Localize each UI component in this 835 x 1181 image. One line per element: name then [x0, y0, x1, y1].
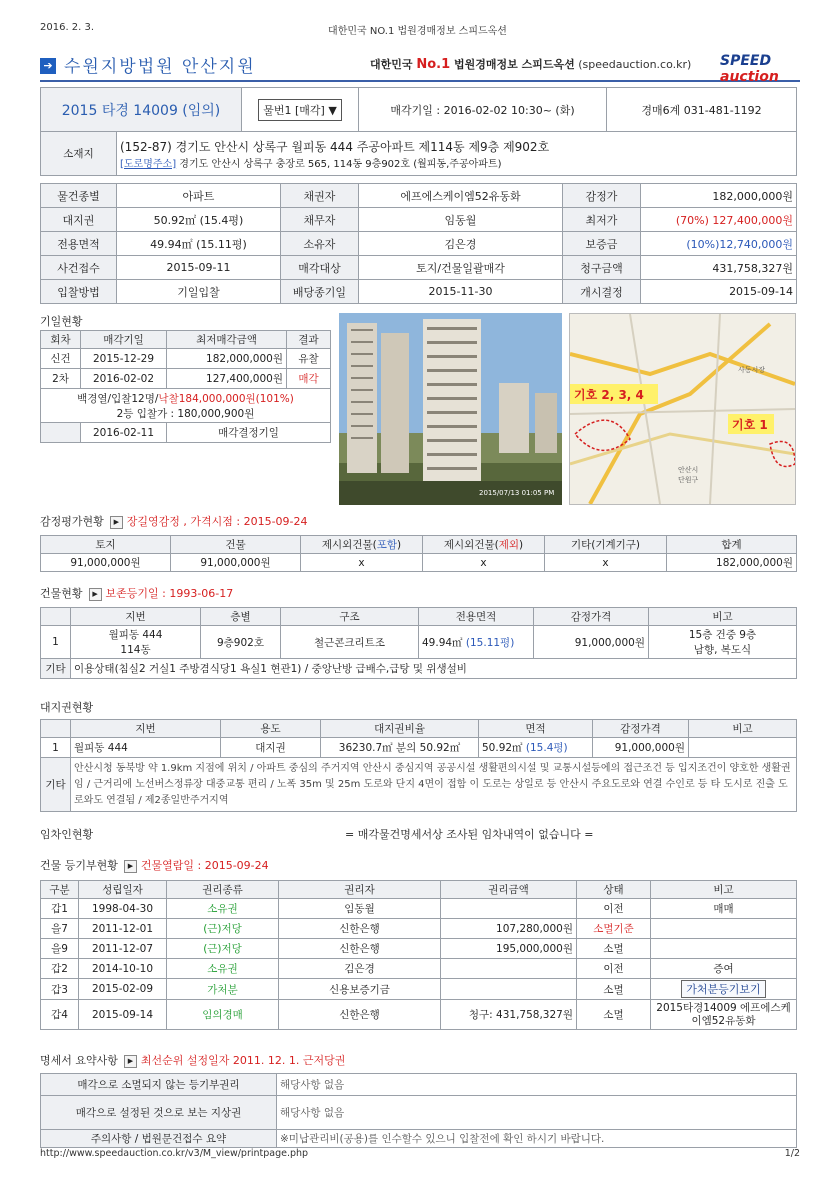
table-row: 신건 2015-12-29 182,000,000원 유찰 — [41, 349, 331, 369]
view-injunction-button[interactable]: 가처분등기보기 — [681, 980, 765, 998]
map-label-lot-1: 기호 1 — [732, 418, 768, 432]
info-value: 2015-09-14 — [641, 280, 797, 304]
play-icon[interactable]: ▶ — [124, 1055, 137, 1068]
info-value: 임동월 — [359, 208, 563, 232]
appraisal-header: 제시외건물(포함) — [301, 536, 423, 554]
case-number: 2015 타경 14009 (임의) — [41, 88, 242, 132]
info-label: 배당종기일 — [281, 280, 359, 304]
info-label: 감정가 — [563, 184, 641, 208]
schedule-header: 회차 — [41, 331, 81, 349]
table-row — [41, 280, 797, 304]
building-photo — [339, 313, 562, 505]
info-label: 물건종별 — [41, 184, 117, 208]
map-label-lot-2-3-4: 기호 2, 3, 4 — [574, 388, 644, 402]
info-label: 보증금 — [563, 232, 641, 256]
sale-date: 매각기일 : 2016-02-02 10:30~ (화) — [359, 88, 607, 132]
info-value: (70%) 127,400,000원 — [641, 208, 797, 232]
info-label: 채권자 — [281, 184, 359, 208]
schedule-header: 최저매각금액 — [167, 331, 287, 349]
table-row: 을7 2011-12-01 (근)저당 신한은행 107,280,000원 소멸기준 — [41, 919, 797, 939]
page-number: 1/2 — [784, 1148, 800, 1159]
building-sub: 보존등기일 : 1993-06-17 — [105, 587, 234, 600]
footer — [40, 1148, 800, 1159]
appraisal-header: 건물 — [171, 536, 301, 554]
building-title: 건물현황 ▶ 보존등기일 : 1993-06-17 — [40, 587, 234, 600]
slogan: 대한민국 No.1 법원경매정보 스피드옥션 (speedauction.co.kr) — [370, 57, 692, 72]
case-table — [40, 87, 797, 176]
summary-table: 매각으로 소멸되지 않는 등기부권리 해당사항 없음 매각으로 설정된 것으로 보는 지상권 해당사항 없음 주의사항 / 법원문건접수 요약 ※미납관리비(공용)를 인수할수 있으니 입찰전에 확인 하시기 바랍니다. — [40, 1073, 797, 1148]
address: (152-87) 경기도 안산시 상록구 월피동 444 주공아파트 제114동 제9층 제902호 — [120, 139, 550, 154]
map-place-label: 안산시 — [678, 466, 699, 474]
item-select[interactable]: 물번1 [매각] ▼ — [242, 88, 359, 132]
road-address-link[interactable]: [도로명주소] — [120, 158, 177, 170]
footer-url: http://www.speedauction.co.kr/v3/M_view/printpage.php — [40, 1148, 309, 1159]
final-label: 매각결정기일 — [167, 423, 331, 443]
registry-title: 건물 등기부현황 ▶ 건물열람일 : 2015-09-24 — [40, 859, 269, 872]
print-title: 대한민국 NO.1 법원경매정보 스피드옥션 — [328, 26, 507, 37]
info-value: 431,758,327원 — [641, 256, 797, 280]
land-title: 대지권현황 — [40, 701, 94, 714]
info-label: 채무자 — [281, 208, 359, 232]
info-label: 소유자 — [281, 232, 359, 256]
table-row: 갑3 2015-02-09 가처분 신용보증기금 소멸 가처분등기보기 — [41, 979, 797, 1000]
location-map — [569, 313, 796, 505]
table-row — [41, 208, 797, 232]
info-value: 토지/건물일괄매각 — [359, 256, 563, 280]
play-icon[interactable]: ▶ — [89, 588, 102, 601]
arrow-icon: ➔ — [40, 58, 56, 74]
table-row — [41, 256, 797, 280]
appraisal-sub: 장길영감정 , 가격시점 : 2015-09-24 — [126, 515, 308, 528]
land-table: 지번 용도 대지권비율 면적 감정가격 비고 1 월피동 444 대지권 36230.7㎡ 분의 50.92㎡ 50.92㎡ (15.4평) 91,000,000원 기타 안산시청 동북방 약 1.9km 지점에 위치 / 아파트 중심의 주거지역 안산시 중심지역 공공시설 생활편의시설 및 교통시설등에의 접근조건 등 입지조건이 양호한 생활권임 / 근거리에 노선버스정류장 대중교통 편리 / 노폭 35m 및 25m 도로와 단지 4면이 접함 이 도로는 상일로 등 안산시 주요도로와 연결 수인로 등 타 도시로 진출 도로와도 연결됨 / 제2종일반주거지역 — [40, 719, 797, 812]
summary-title: 명세서 요약사항 ▶ 최선순위 설정일자 2011. 12. 1. 근저당권 — [40, 1054, 346, 1067]
info-label: 최저가 — [563, 208, 641, 232]
schedule-table — [40, 330, 331, 443]
info-value: 2015-11-30 — [359, 280, 563, 304]
building-table: 지번 층별 구조 전용면적 감정가격 비고 1 월피동 444 114동 9층902호 철근콘크리트조 49.94㎡ (15.11평) 91,000,000원 15층 건중 9층 남향, 복도식 기타 이용상태(침실2 거실1 주방겸식당1 욕실1 현관1) / 중앙난방 급배수,급탕 및 위생설비 — [40, 607, 797, 679]
print-date: 2016. 2. 3. — [40, 22, 95, 33]
table-row: 갑2 2014-10-10 소유권 김은경 이전 증여 — [41, 959, 797, 979]
table-row: 2차 2016-02-02 127,400,000원 매각 — [41, 369, 331, 389]
info-label: 청구금액 — [563, 256, 641, 280]
info-label: 매각대상 — [281, 256, 359, 280]
table-row: 갑1 1998-04-30 소유권 임동월 이전 매매 — [41, 899, 797, 919]
land-etc: 안산시청 동북방 약 1.9km 지점에 위치 / 아파트 중심의 주거지역 안산시 중심지역 공공시설 생활편의시설 및 교통시설등에의 접근조건 등 입지조건이 양호한 생활권임 / 근거리에 노선버스정류장 대중교통 편리 / 노폭 35m 및 25m 도로와 단지 4면이 접함 이 도로는 상일로 등 안산시 주요도로와 연결 수인로 등 타 도시로 진출 도로와도 연결됨 / 제2종일반주거지역 — [71, 758, 797, 812]
info-label: 대지권 — [41, 208, 117, 232]
summary-sub: 최선순위 설정일자 2011. 12. 1. 근저당권 — [140, 1054, 346, 1067]
info-value: 기일입찰 — [117, 280, 281, 304]
appraisal-header: 합계 — [667, 536, 797, 554]
location-label: 소재지 — [41, 132, 117, 176]
info-value: (10%)12,740,000원 — [641, 232, 797, 256]
court-header — [40, 52, 800, 85]
info-label: 전용면적 — [41, 232, 117, 256]
appraisal-header: 제시외건물(제외) — [423, 536, 545, 554]
table-row — [41, 232, 797, 256]
play-icon[interactable]: ▶ — [124, 860, 137, 873]
map-place-label: 단원구 — [678, 476, 699, 484]
table-row — [41, 184, 797, 208]
appraisal-title: 감정평가현황 ▶ 장길영감정 , 가격시점 : 2015-09-24 — [40, 515, 308, 528]
info-label: 사건접수 — [41, 256, 117, 280]
final-date: 2016-02-11 — [81, 423, 167, 443]
appraisal-table: 토지 건물 제시외건물(포함) 제시외건물(제외) 기타(기계기구) 합계 91,000,000원 91,000,000원 x x x 182,000,000원 — [40, 535, 797, 572]
info-value: 50.92㎡ (15.4평) — [117, 208, 281, 232]
info-value: 김은경 — [359, 232, 563, 256]
lease-section: 임차인현황 = 매각물건명세서상 조사된 임차내역이 없습니다 = — [40, 828, 594, 841]
info-value: 182,000,000원 — [641, 184, 797, 208]
info-table — [40, 183, 797, 304]
road-address: 경기도 안산시 상록구 충장로 565, 114동 9층902호 (월피동,주공아파트) — [179, 158, 502, 170]
appraisal-header: 기타(기계기구) — [545, 536, 667, 554]
schedule-title: 기일현황 — [40, 315, 83, 328]
registry-table: 구분 성립일자 권리종류 권리자 권리금액 상태 비고 갑1 1998-04-30 소유권 임동월 이전 매매 을7 2011-12-01 (근)저당 신한은행 107,280,000원 소멸기준 을9 2011-12-07 (근)저당 신한은행 195,000,000원 소멸 갑2 2014-10-10 소유권 김은경 이전 증여 갑3 2015-02-09 가처분 신용보증기금 소멸 가처분등기보기 갑4 2015-09-14 임의경매 신한은행 청구: 431,758,327원 소멸 2015타경14009 에프에스케이엠52유동화 — [40, 880, 797, 1030]
info-label: 입찰방법 — [41, 280, 117, 304]
registry-sub: 건물열람일 : 2015-09-24 — [140, 859, 269, 872]
schedule-header: 매각기일 — [81, 331, 167, 349]
lease-text: = 매각물건명세서상 조사된 임차내역이 없습니다 = — [345, 828, 594, 841]
photo-timestamp: 2015/07/13 01:05 PM — [479, 489, 555, 497]
bid-result: 백경열/입찰12명/낙찰184,000,000원(101%) 2등 입찰가 : 180,000,900원 — [41, 389, 331, 423]
speed-auction-logo: SPEED auction — [720, 53, 779, 85]
building-etc: 이용상태(침실2 거실1 주방겸식당1 욕실1 현관1) / 중앙난방 급배수,급탕 및 위생설비 — [71, 659, 797, 679]
appraisal-header: 토지 — [41, 536, 171, 554]
schedule-header: 결과 — [287, 331, 331, 349]
info-value: 아파트 — [117, 184, 281, 208]
info-label: 개시결정 — [563, 280, 641, 304]
table-row: 을9 2011-12-07 (근)저당 신한은행 195,000,000원 소멸 — [41, 939, 797, 959]
table-row: 1 월피동 444 대지권 36230.7㎡ 분의 50.92㎡ 50.92㎡ (15.4평) 91,000,000원 — [41, 738, 797, 758]
play-icon[interactable]: ▶ — [110, 516, 123, 529]
court-name: 수원지방법원 안산지원 — [64, 57, 256, 77]
info-value: 49.94㎡ (15.11평) — [117, 232, 281, 256]
dept-contact: 경매6계 031-481-1192 — [607, 88, 797, 132]
info-value: 에프에스케이엠52유동화 — [359, 184, 563, 208]
info-value: 2015-09-11 — [117, 256, 281, 280]
table-row: 1 월피동 444 114동 9층902호 철근콘크리트조 49.94㎡ (15.11평) 91,000,000원 15층 건중 9층 남향, 복도식 — [41, 626, 797, 659]
map-place-label: 사동시장 — [738, 366, 766, 374]
table-row: 갑4 2015-09-14 임의경매 신한은행 청구: 431,758,327원 소멸 2015타경14009 에프에스케이엠52유동화 — [41, 1000, 797, 1030]
